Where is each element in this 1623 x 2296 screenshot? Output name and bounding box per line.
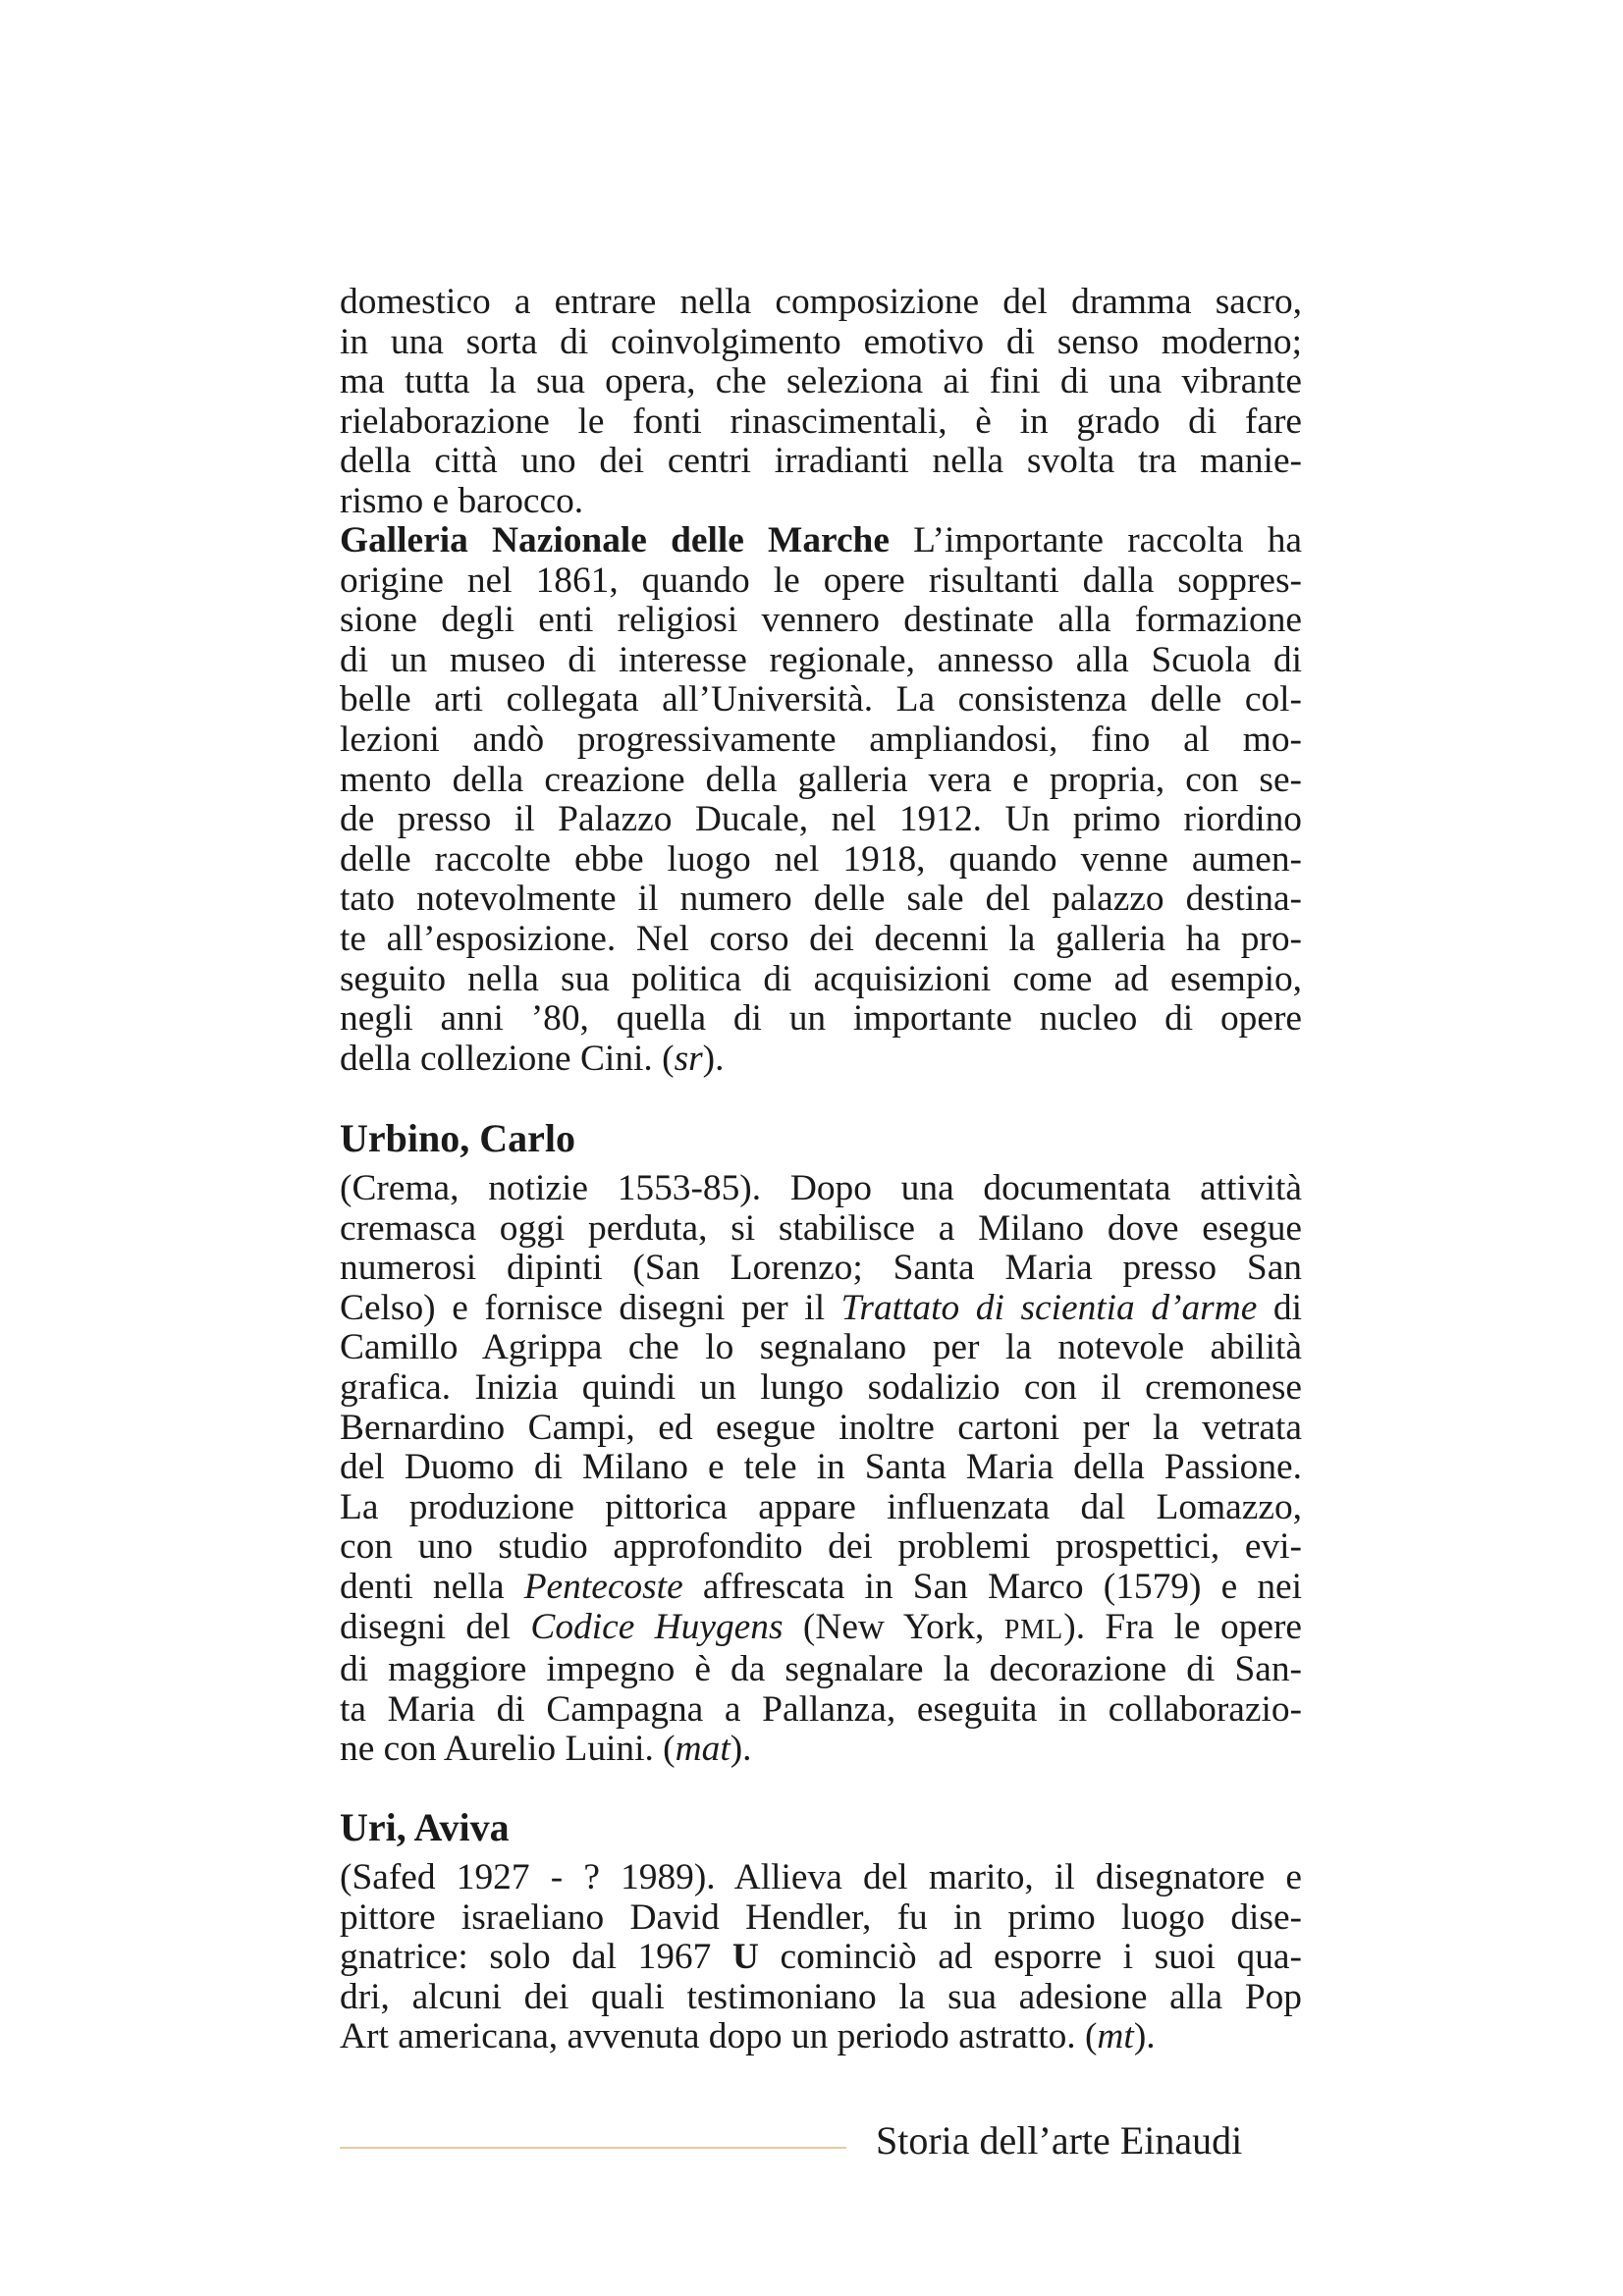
text-line: in una sorta di coinvolgimento emotivo di senso moderno;: [340, 321, 1302, 362]
text-span: Celso) e fornisce disegni per il: [340, 1287, 841, 1328]
text-span: di: [1257, 1287, 1302, 1328]
text-span: ). Fra le opere: [1063, 1606, 1303, 1647]
text-span: affrescata in San Marco (1579) e nei: [682, 1566, 1302, 1607]
text-span: (New York,: [783, 1606, 1004, 1647]
text-span: disegni del: [340, 1606, 531, 1647]
text-span: denti nella: [340, 1566, 524, 1607]
text-span: gnatrice: solo dal 1967: [340, 1937, 732, 1978]
intro-paragraph: [340, 283, 1302, 522]
text-line: rielaborazione le fonti rinascimentali, è in grado di fare: [340, 400, 1302, 442]
urbino-paragraph: [340, 1169, 1302, 1770]
text-line: di maggiore impegno è da segnalare la decorazione di San-: [340, 1649, 1302, 1690]
text-line: di un museo di interesse regionale, annesso alla Scuola di: [340, 639, 1302, 680]
entry-initial: U: [731, 1937, 759, 1978]
text-line: della città uno dei centri irradianti nella svolta tra manie-: [340, 441, 1302, 482]
text-line: ma tutta la sua opera, che seleziona ai fini di una vibrante: [340, 361, 1302, 402]
text-line: Bernardino Campi, ed esegue inoltre cartoni per la vetrata: [340, 1407, 1302, 1448]
museum-abbreviation: PML: [1003, 1614, 1064, 1645]
text-line: con uno studio approfondito dei problemi prospettici, evi-: [340, 1526, 1302, 1568]
author-signature: mt: [1097, 2016, 1134, 2057]
text-line: grafica. Inizia quindi un lungo sodalizio con il cremonese: [340, 1366, 1302, 1408]
text-span: ).: [1133, 2016, 1156, 2057]
text-line: [340, 1608, 1302, 1651]
text-span: Art americana, avvenuta dopo un periodo astratto. (: [340, 2016, 1098, 2057]
text-line: cremasca oggi perduta, si stabilisce a Milano dove esegue: [340, 1207, 1302, 1249]
uri-paragraph: [340, 1858, 1302, 2057]
text-line: delle raccolte ebbe luogo nel 1918, quando venne aumen-: [340, 838, 1302, 880]
text-line: belle arti collegata all’Università. La consistenza delle col-: [340, 679, 1302, 721]
text-line: (Safed 1927 - ? 1989). Allieva del marito, il disegnatore e: [340, 1857, 1302, 1897]
author-signature: mat: [675, 1729, 730, 1770]
text-line: de presso il Palazzo Ducale, nel 1912. Un primo riordino: [340, 799, 1302, 840]
text-line: [340, 2017, 1302, 2057]
text-line: Camillo Agrippa che lo segnalano per la notevole abilità: [340, 1327, 1302, 1368]
text-line: seguito nella sua politica di acquisizioni come ad esempio,: [340, 958, 1302, 999]
text-line: del Duomo di Milano e tele in Santa Maria della Passione.: [340, 1447, 1302, 1488]
galleria-title: Galleria Nazionale delle Marche: [340, 520, 890, 561]
text-line: [340, 1730, 1302, 1770]
text-line: rismo e barocco.: [340, 480, 584, 521]
text-line: origine nel 1861, quando le opere risultanti dalla soppres-: [340, 560, 1302, 601]
text-span: ne con Aurelio Luini. (: [340, 1729, 676, 1770]
text-span: della collezione Cini. (: [340, 1038, 675, 1079]
text-span: ).: [702, 1038, 725, 1079]
text-line: mento della creazione della galleria vera e propria, con se-: [340, 759, 1302, 800]
work-title: Codice Huygens: [530, 1606, 784, 1647]
entry-heading-urbino: Urbino, Carlo: [340, 1116, 575, 1160]
footer-title: Storia dell’arte Einaudi: [876, 2118, 1243, 2163]
text-span: cominciò ad esporre i suoi qua-: [758, 1937, 1302, 1978]
text-line: dri, alcuni dei quali testimoniano la sua adesione alla Pop: [340, 1976, 1302, 2017]
work-title: Pentecoste: [523, 1566, 683, 1607]
text-line: La produzione pittorica appare influenzata dal Lomazzo,: [340, 1486, 1302, 1527]
text-line: [340, 1040, 1302, 1080]
text-line: domestico a entrare nella composizione del dramma sacro,: [340, 282, 1302, 322]
author-signature: sr: [674, 1038, 703, 1079]
text-line: pittore israeliano David Hendler, fu in primo luogo dise-: [340, 1896, 1302, 1938]
text-line: [340, 1289, 1302, 1329]
text-line: [340, 1938, 1302, 1978]
text-span: L’importante raccolta ha: [889, 520, 1302, 561]
text-line: negli anni ’80, quella di un importante nucleo di opere: [340, 998, 1302, 1040]
entry-heading-uri: Uri, Aviva: [340, 1805, 510, 1849]
text-line: te all’esposizione. Nel corso dei decenni la galleria ha pro-: [340, 918, 1302, 959]
text-line: (Crema, notizie 1553-85). Dopo una documentata attività: [340, 1168, 1302, 1208]
text-line: tato notevolmente il numero delle sale del palazzo destina-: [340, 879, 1302, 920]
footer-rule: [340, 2147, 846, 2149]
text-line: numerosi dipinti (San Lorenzo; Santa Maria presso San: [340, 1248, 1302, 1289]
text-span: ).: [730, 1729, 752, 1770]
work-title: Trattato di scientia d’arme: [840, 1287, 1258, 1328]
text-line: lezioni andò progressivamente ampliandosi, fino al mo-: [340, 719, 1302, 760]
text-line: [340, 1568, 1302, 1608]
galleria-paragraph: [340, 521, 1302, 1079]
text-line: sione degli enti religiosi vennero destinate alla formazione: [340, 600, 1302, 641]
text-line: [340, 521, 1302, 561]
text-line: ta Maria di Campagna a Pallanza, eseguita in collaborazio-: [340, 1688, 1302, 1730]
